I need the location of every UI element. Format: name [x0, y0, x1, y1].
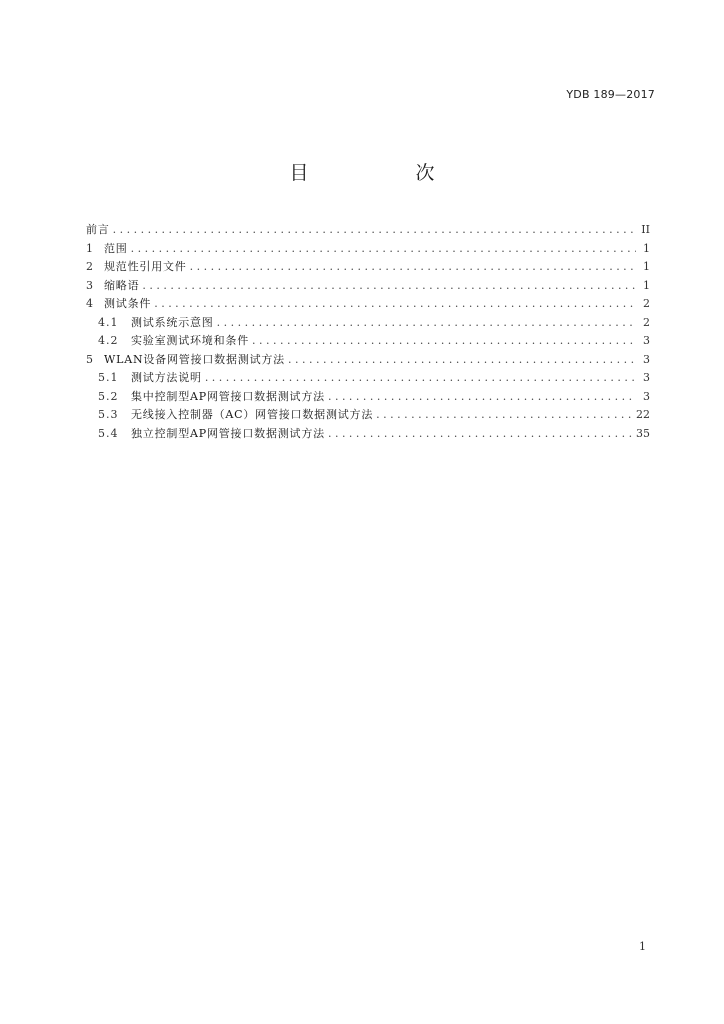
- toc-leader-dots: [131, 240, 636, 259]
- toc-entry-label: 缩略语: [104, 278, 140, 292]
- toc-entry-foreword[interactable]: [86, 221, 650, 240]
- toc-leader-dots: [113, 221, 636, 240]
- toc-entry-number: 5.4: [98, 426, 119, 440]
- table-of-contents: [86, 221, 650, 443]
- toc-entry-2[interactable]: [86, 258, 650, 277]
- toc-entry-page: 2: [643, 315, 650, 329]
- toc-title: 目 次: [289, 162, 479, 184]
- toc-leader-dots: [217, 314, 636, 333]
- toc-entry-label: 无线接入控制器（AC）网管接口数据测试方法: [131, 408, 374, 421]
- toc-entry-number: 5: [86, 352, 93, 366]
- toc-entry-number: 1: [86, 241, 93, 255]
- toc-leader-dots: [190, 258, 636, 277]
- toc-entry-4-2[interactable]: [86, 332, 650, 351]
- toc-leader-dots: [328, 388, 636, 407]
- toc-leader-dots: [142, 277, 636, 296]
- toc-entry-5[interactable]: [86, 351, 650, 370]
- toc-entry-4[interactable]: [86, 295, 650, 314]
- toc-entry-5-1[interactable]: [86, 369, 650, 388]
- toc-leader-dots: [252, 332, 636, 351]
- toc-entry-page: 35: [636, 426, 650, 440]
- toc-entry-page: 3: [643, 389, 650, 403]
- toc-entry-number: 4: [86, 297, 93, 310]
- toc-entry-5-4[interactable]: [86, 425, 650, 444]
- toc-entry-label: 集中控制型AP网管接口数据测试方法: [131, 389, 325, 403]
- toc-entry-number: 4.1: [98, 315, 119, 329]
- toc-entry-number: 5.1: [98, 371, 119, 384]
- toc-entry-page: II: [641, 223, 650, 236]
- toc-entry-label: WLAN设备网管接口数据测试方法: [104, 352, 285, 366]
- document-code: YDB 189—2017: [566, 88, 655, 101]
- toc-entry-page: 3: [643, 371, 650, 384]
- toc-leader-dots: [288, 351, 636, 370]
- toc-leader-dots: [328, 425, 632, 444]
- toc-entry-number: 4.2: [98, 334, 119, 347]
- toc-leader-dots: [154, 295, 636, 314]
- toc-entry-label: 前言: [86, 223, 110, 236]
- page-number: 1: [639, 940, 646, 953]
- toc-leader-dots: [205, 369, 636, 388]
- toc-entry-number: 5.3: [98, 408, 119, 421]
- toc-entry-page: 22: [636, 408, 650, 421]
- toc-entry-page: 1: [643, 278, 650, 292]
- toc-entry-label: 测试条件: [104, 297, 152, 310]
- toc-entry-4-1[interactable]: [86, 314, 650, 333]
- toc-entry-1[interactable]: [86, 240, 650, 259]
- toc-entry-page: 1: [643, 241, 650, 255]
- toc-entry-label: 实验室测试环境和条件: [131, 334, 249, 347]
- toc-entry-3[interactable]: [86, 277, 650, 296]
- toc-entry-label: 独立控制型AP网管接口数据测试方法: [131, 426, 325, 440]
- toc-entry-number: 5.2: [98, 389, 119, 403]
- toc-entry-number: 3: [86, 278, 93, 292]
- toc-entry-number: 2: [86, 260, 93, 273]
- toc-entry-label: 规范性引用文件: [104, 260, 187, 273]
- toc-entry-label: 测试系统示意图: [131, 315, 214, 329]
- toc-leader-dots: [376, 406, 632, 425]
- toc-entry-5-3[interactable]: [86, 406, 650, 425]
- toc-entry-page: 1: [643, 260, 650, 273]
- toc-entry-label: 范围: [104, 241, 128, 255]
- toc-entry-5-2[interactable]: [86, 388, 650, 407]
- toc-entry-label: 测试方法说明: [131, 371, 202, 384]
- toc-entry-page: 3: [643, 334, 650, 347]
- toc-entry-page: 3: [643, 352, 650, 366]
- toc-entry-page: 2: [643, 297, 650, 310]
